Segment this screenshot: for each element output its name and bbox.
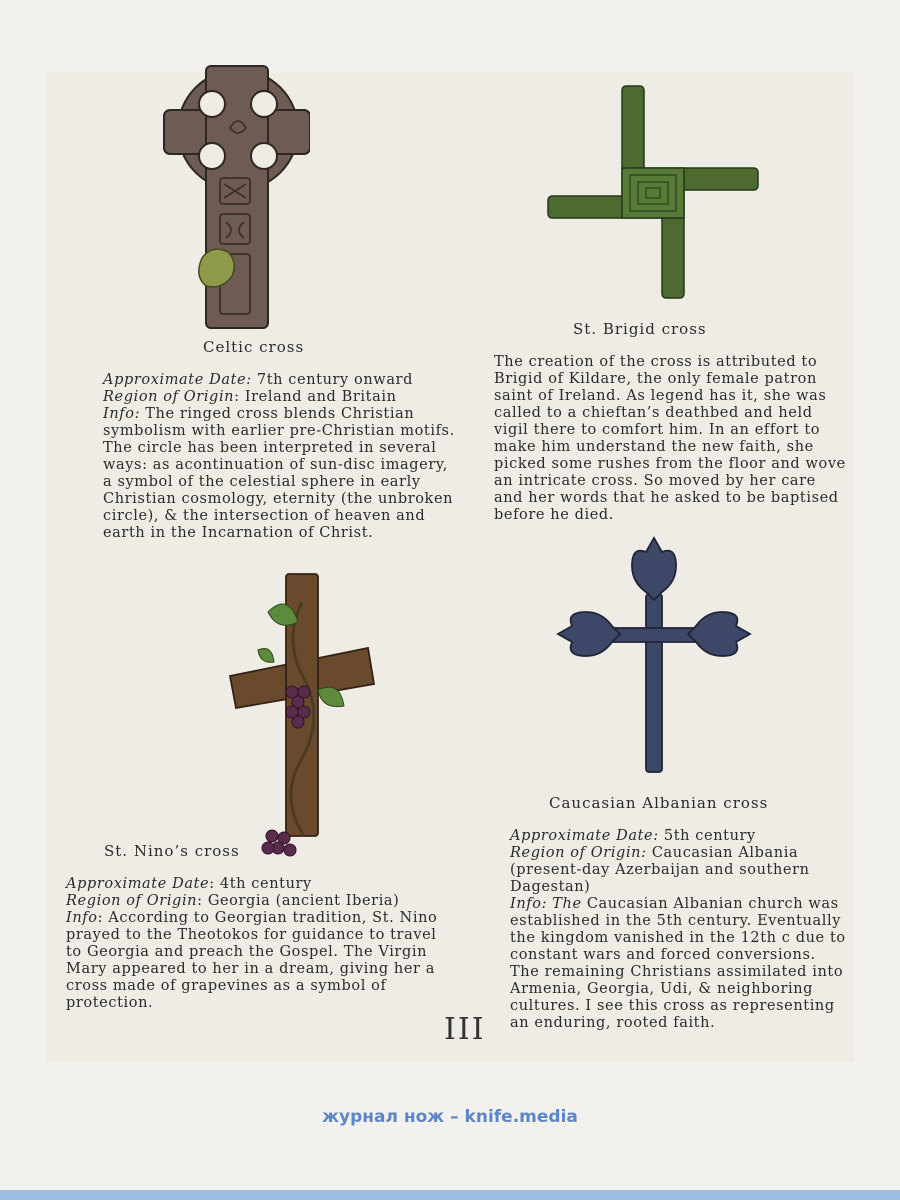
albanian-date-value: 5th century	[658, 828, 756, 844]
celtic-cross-illustration	[160, 58, 310, 330]
brigid-text: The creation of the cross is attributed to Brigid of Kildare, the only female patron saint of Ireland. As legend has it, she was called to a chieftan’s deathbed and held vigil there to comfort him. In an effort to make him understand the new faith, she picked some rushes from the floor and wove an intricate cross. So moved by her care and her words that he asked to be baptised before he died.	[494, 354, 846, 523]
albanian-cross-description	[510, 828, 846, 1032]
nino-date-value: : 4th century	[209, 876, 312, 892]
albanian-region-value: Caucasian Albania (present-day Azerbaijan and southern Dagestan)	[510, 845, 810, 895]
albanian-date-label: Approximate Date:	[510, 828, 659, 844]
albanian-cross-illustration	[554, 534, 754, 776]
celtic-cross-description	[103, 372, 455, 542]
nino-date-label: Approximate Date	[66, 876, 210, 892]
albanian-region-label: Region of Origin:	[510, 845, 647, 861]
nino-info-text: : According to Georgian tradition, St. Nino prayed to the Theotokos for guidance to travel to Georgia and preach the Gospel. The Virgin Mary appeared to her in a dream, giving her a cross made of grapevines as a symbol of protection.	[66, 910, 438, 1011]
bottom-bar	[0, 1190, 900, 1200]
celtic-date-value: 7th century onward	[251, 372, 413, 388]
nino-info-label: Info	[66, 910, 98, 926]
nino-cross-caption: St. Nino’s cross	[104, 842, 240, 860]
celtic-date-label: Approximate Date:	[103, 372, 252, 388]
celtic-info-text: The ringed cross blends Christian symbolism with earlier pre-Christian motifs. The circle has been interpreted in several ways: as acontinuation of sun-disc imagery, a symbol of the celestial sphere in early Christian cosmology, eternity (the unbroken circle), & the intersection of heaven and earth in the Incarnation of Christ.	[103, 406, 455, 541]
brigid-cross-illustration	[544, 78, 764, 303]
brigid-cross-description	[494, 354, 846, 524]
albanian-info-text: Caucasian Albanian church was established in the 5th century. Eventually the kingdom vanished in the 12th c due to constant wars and forced conversions. The remaining Christians assimilated into Armenia, Georgia, Udi, & neighboring cultures. I see this cross as representing an enduring, rooted faith.	[510, 896, 846, 1031]
albanian-cross-caption: Caucasian Albanian cross	[549, 794, 769, 812]
albanian-info-label: Info: The	[510, 896, 582, 912]
celtic-region-label: Region of Origin	[103, 389, 235, 405]
page-number: III	[444, 1012, 486, 1047]
nino-region-label: Region of Origin	[66, 893, 198, 909]
celtic-region-value: : Ireland and Britain	[234, 389, 397, 405]
celtic-cross-caption: Celtic cross	[203, 338, 305, 356]
celtic-info-label: Info:	[103, 406, 141, 422]
nino-region-value: : Georgia (ancient Iberia)	[197, 893, 400, 909]
nino-cross-illustration	[228, 572, 378, 864]
footer-watermark[interactable]: журнал нож – knife.media	[322, 1107, 578, 1127]
nino-cross-description	[66, 876, 444, 1012]
brigid-cross-caption: St. Brigid cross	[573, 320, 707, 338]
